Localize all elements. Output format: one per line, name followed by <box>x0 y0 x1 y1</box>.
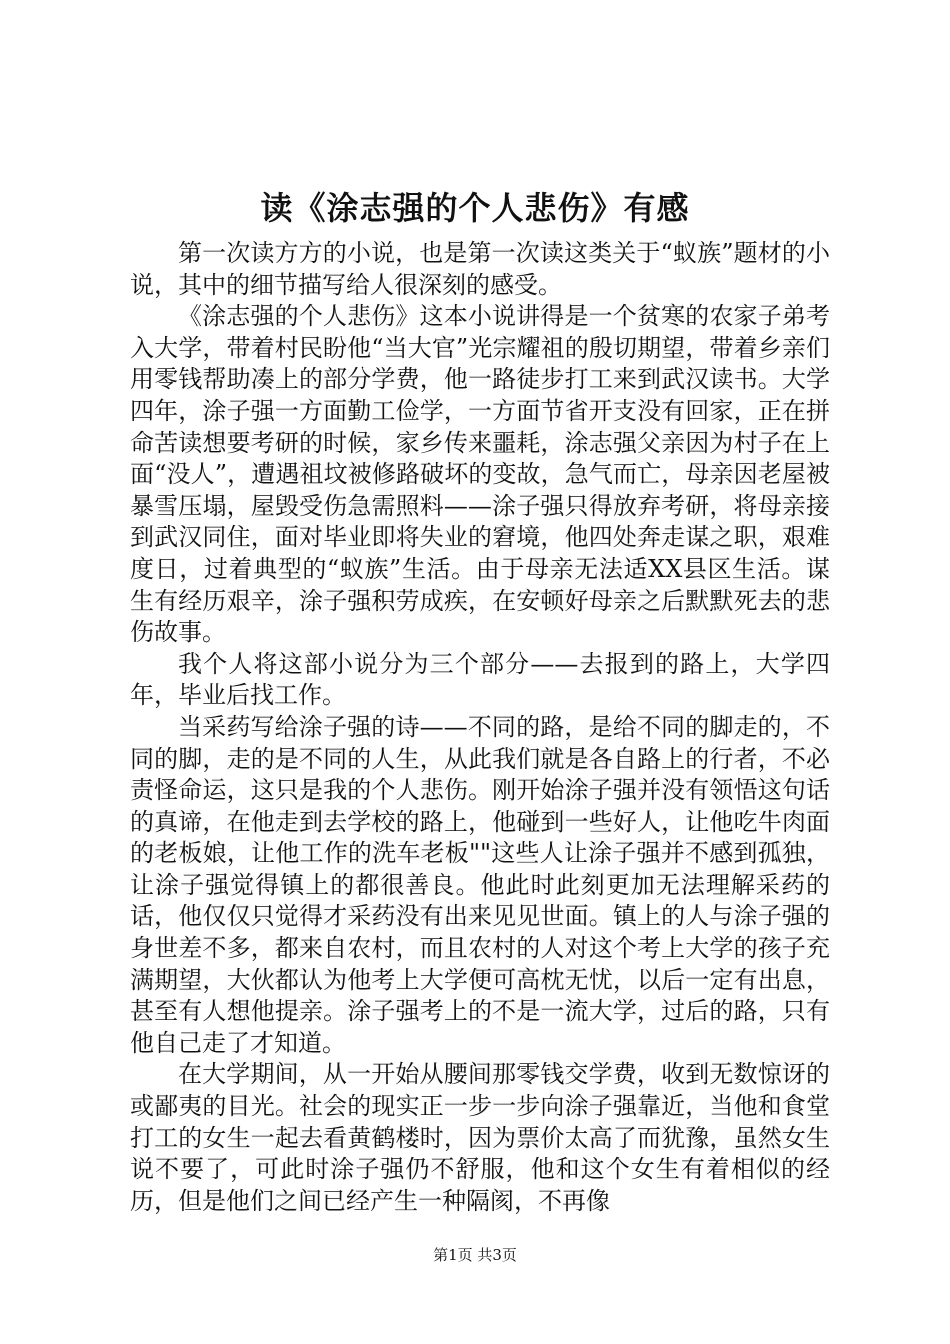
paragraph-5: 在大学期间，从一开始从腰间那零钱交学费，收到无数惊讶的或鄙夷的目光。社会的现实正一步一步向涂子强靠近，当他和食堂打工的女生一起去看黄鹤楼时，因为票价太高了而犹豫，虽然女生说不要了，可此时涂子强仍不舒服，他和这个女生有着相似的经历，但是他们之间已经产生一种隔阂，不再像 <box>130 1060 830 1215</box>
paragraph-1: 第一次读方方的小说，也是第一次读这类关于“蚁族”题材的小说，其中的细节描写给人很深刻的感受。 <box>130 239 830 299</box>
document-title: 读《涂志强的个人悲伤》有感 <box>260 189 690 227</box>
paragraph-3: 我个人将这部小说分为三个部分——去报到的路上，大学四年，毕业后找工作。 <box>130 649 830 710</box>
paragraph-2: 《涂志强的个人悲伤》这本小说讲得是一个贫寒的农家子弟考入大学，带着村民盼他“当大官”光宗耀祖的殷切期望，带着乡亲们用零钱帮助凑上的部分学费，他一路徒步打工来到武汉读书。大学四年，涂子强一方面勤工俭学，一方面节省开支没有回家，正在拼命苦读想要考研的时候，家乡传来噩耗，涂志强父亲因为村子在上面“没人”，遭遇祖坟被修路破坏的变故，急气而亡，母亲因老屋被暴雪压塌，屋毁受伤急需照料——涂子强只得放弃考研，将母亲接到武汉同住，面对毕业即将失业的窘境，他四处奔走谋之职，艰难度日，过着典型的“蚁族”生活。由于母亲无法适XX县区生活。谋生有经历艰辛，涂子强积劳成疾，在安顿好母亲之后默默死去的悲伤故事。 <box>130 302 830 647</box>
document-body <box>130 238 830 1217</box>
page-number-footer: 第1页 共3页 <box>433 1246 517 1264</box>
paragraph-4: 当采药写给涂子强的诗——不同的路，是给不同的脚走的，不同的脚，走的是不同的人生，从此我们就是各自路上的行者，不必责怪命运，这只是我的个人悲伤。刚开始涂子强并没有领悟这句话的真谛，在他走到去学校的路上，他碰到一些好人，让他吃牛肉面的老板娘，让他工作的洗车老板""这些人让涂子强并不感到孤独，让涂子强觉得镇上的都很善良。他此时此刻更加无法理解采药的话，他仅仅只觉得才采药没有出来见见世面。镇上的人与涂子强的身世差不多，都来自农村，而且农村的人对这个考上大学的孩子充满期望，大伙都认为他考上大学便可高枕无忧，以后一定有出息，甚至有人想他提亲。涂子强考上的不是一流大学，过后的路，只有他自己走了才知道。 <box>130 712 830 1057</box>
